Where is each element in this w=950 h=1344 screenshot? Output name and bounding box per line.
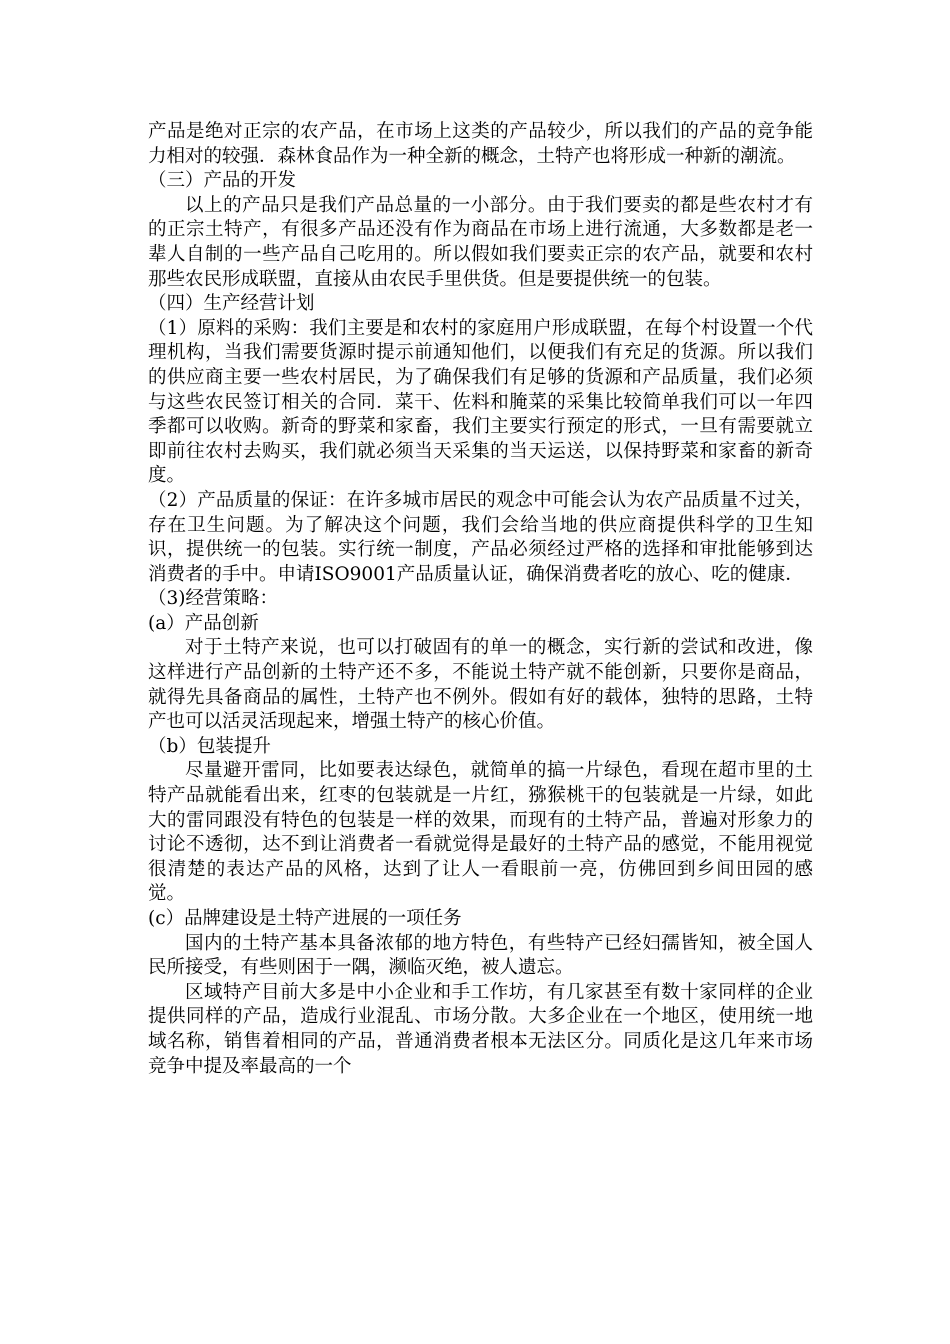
heading-product-development: （三）产品的开发 bbox=[148, 170, 297, 192]
heading-packaging: （b）包装提升 bbox=[148, 735, 271, 757]
paragraph-raw-material-purchase: （1）原料的采购：我们主要是和农村的家庭用户形成联盟，在每个村设置一个代理机构，当我们需要货源时提示前通知他们，以便我们有充足的货源。所以我们的供应商主要一些农村居民，为了确保我们有足够的货源和产品质量，我们必须与这些农民签订相关的合同．菜干、佐料和腌菜的采集比较简单我们可以一年四季都可以收购。新奇的野菜和家畜，我们主要实行预定的形式，一旦有需要就立即前往农村去购买，我们就必须当天采集的当天运送，以保持野菜和家畜的新奇度。 bbox=[148, 317, 813, 487]
heading-product-innovation: (a）产品创新 bbox=[148, 612, 259, 634]
paragraph-product-development: 以上的产品只是我们产品总量的一小部分。由于我们要卖的都是些农村才有的正宗土特产，有很多产品还没有作为商品在市场上进行流通，大多数都是老一辈人自制的一些产品自己吃用的。所以假如我们要卖正宗的农产品，就要和农村那些农民形成联盟，直接从由农民手里供货。但是要提供统一的包装。 bbox=[148, 194, 813, 290]
paragraph-brand-local-features: 国内的土特产基本具备浓郁的地方特色，有些特产已经妇孺皆知，被全国人民所接受，有些则困于一隅，濒临灭绝，被人遗忘。 bbox=[148, 932, 813, 979]
paragraph-brand-regional: 区域特产目前大多是中小企业和手工作坊，有几家甚至有数十家同样的企业提供同样的产品，造成行业混乱、市场分散。大多企业在一个地区，使用统一地域名称，销售着相同的产品，普通消费者根本无法区分。同质化是这几年来市场竞争中提及率最高的一个 bbox=[148, 981, 813, 1077]
heading-business-strategy: （3)经营策略： bbox=[148, 588, 278, 610]
document-page bbox=[148, 120, 813, 1079]
heading-production-plan: （四）生产经营计划 bbox=[148, 293, 315, 315]
heading-brand-building: (c）品牌建设是土特产进展的一项任务 bbox=[148, 908, 462, 929]
paragraph-quality-assurance: （2）产品质量的保证：在许多城市居民的观念中可能会认为农产品质量不过关，存在卫生问题。为了解决这个问题，我们会给当地的供应商提供科学的卫生知识，提供统一的包装。实行统一制度，产品必须经过严格的选择和审批能够到达消费者的手中。申请ISO9001产品质量认证，确保消费者吃的放心、吃的健康． bbox=[148, 489, 813, 585]
paragraph-intro: 产品是绝对正宗的农产品，在市场上这类的产品较少，所以我们的产品的竞争能力相对的较强．森林食品作为一种全新的概念，土特产也将形成一种新的潮流。 bbox=[148, 121, 813, 167]
paragraph-packaging: 尽量避开雷同，比如要表达绿色，就简单的搞一片绿色，看现在超市里的土特产品就能看出来，红枣的包装就是一片红，猕猴桃干的包装就是一片绿，如此大的雷同跟没有特色的包装是一样的效果，而现有的土特产品，普遍对形象力的讨论不透彻，达不到让消费者一看就觉得是最好的土特产品的感觉，不能用视觉很清楚的表达产品的风格，达到了让人一看眼前一亮，仿佛回到乡间田园的感觉。 bbox=[148, 760, 813, 905]
paragraph-product-innovation: 对于土特产来说，也可以打破固有的单一的概念，实行新的尝试和改进，像这样进行产品创新的土特产还不多，不能说土特产就不能创新，只要你是商品，就得先具备商品的属性，土特产也不例外。假如有好的载体，独特的思路，土特产也可以活灵活现起来，增强土特产的核心价值。 bbox=[148, 637, 813, 733]
